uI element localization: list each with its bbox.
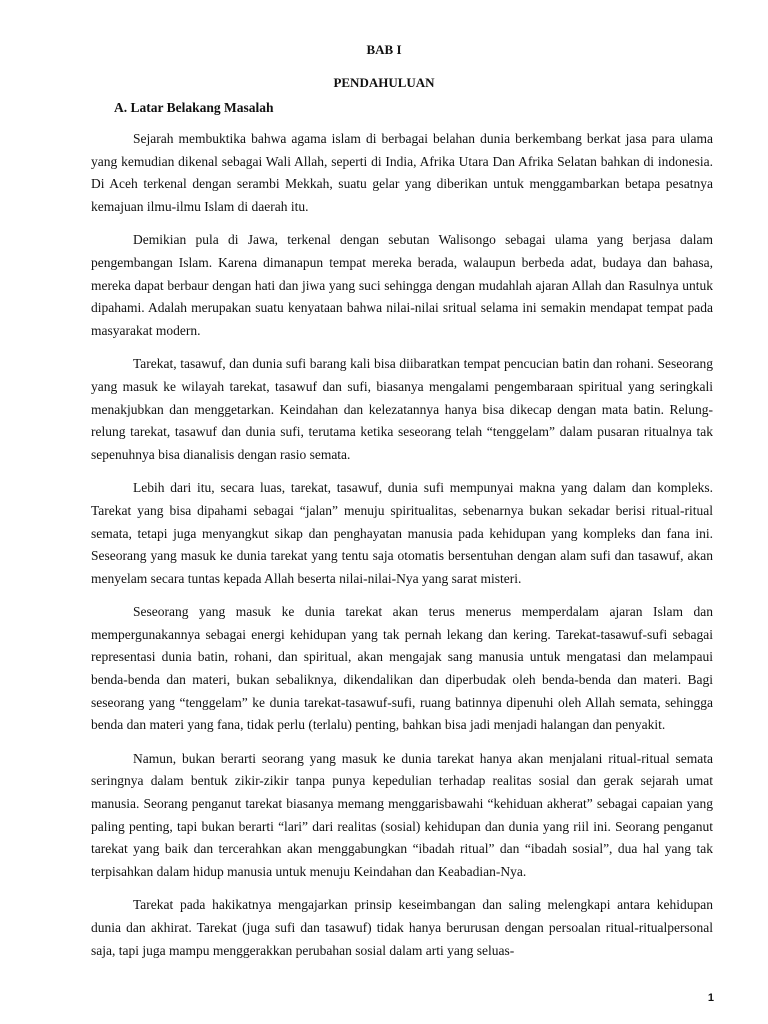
paragraph-7: Tarekat pada hakikatnya mengajarkan prinsip keseimbangan dan saling melengkapi antara kehidupan dunia dan akhirat. Tarekat (juga sufi dan tasawuf) tidak hanya berurusan dengan persoalan ritual-ritualpersonal saja, tapi juga mampu menggerakkan perubahan sosial dalam arti yang seluas- [91,897,713,958]
paragraph-1: Sejarah membuktika bahwa agama islam di berbagai belahan dunia berkembang berkat jasa para ulama yang kemudian dikenal sebagai Wali Allah, seperti di India, Afrika Utara Dan Afrika Selatan bahkan di indonesia. Di Aceh terkenal dengan serambi Mekkah, suatu gelar yang diberikan untuk menggambarkan betapa pesatnya kemajuan ilmu-ilmu Islam di daerah itu. [91,131,713,214]
body-text [91,128,713,973]
paragraph-5: Seseorang yang masuk ke dunia tarekat akan terus menerus memperdalam ajaran Islam dan mempergunakannya sebagai energi kehidupan yang tak pernah lekang dan kering. Tarekat-tasawuf-sufi sebagai representasi dunia batin, rohani, dan spiritual, akan mengajak sang manusia untuk mengatasi dan melampaui benda-benda dan materi, bukan sebaliknya, dikendalikan dan diperbudak oleh benda-benda dan materi. Bagi seseorang yang “tenggelam” ke dunia tarekat-tasawuf-sufi, ruang batinnya dipenuhi oleh Allah semata, sehingga benda dan materi yang fana, tidak perlu (terlalu) penting, bahkan bisa jadi menjadi halangan dan penyakit. [91,604,713,733]
section-title: A. Latar Belakang Masalah [114,100,274,115]
page-number: 1 [707,992,714,1004]
paragraph-6: Namun, bukan berarti seorang yang masuk ke dunia tarekat hanya akan menjalani ritual-ritual semata seringnya dalam bentuk zikir-zikir tanpa punya kepedulian terhadap realitas sosial dan gerak sejarah umat manusia. Seorang penganut tarekat biasanya memang menggarisbawahi “kehiduan akherat” sebagai capaian yang paling penting, tapi bukan berarti “lari” dari realitas (sosial) kehidupan dan dunia yang riil ini. Seorang penganut tarekat yang baik dan tercerahkan akan menggabungkan “ibadah ritual” dan “ibadah sosial”, dua hal yang tak terpisahkan dalam hidup manusia untuk menuju Keindahan dan Keabadian-Nya. [91,750,713,879]
chapter-title: PENDAHULUAN [333,75,435,90]
paragraph-3: Tarekat, tasawuf, dan dunia sufi barang kali bisa diibaratkan tempat pencucian batin dan rohani. Seseorang yang masuk ke wilayah tarekat, tasawuf dan sufi, biasanya mengalami pengembaraan spiritual yang seringkali menakjubkan dan menggetarkan. Keindahan dan kelezatannya hanya bisa dikecap dengan mata batin. Relung-relung tarekat, tasawuf dan dunia sufi, terutama ketika seseorang telah “tenggelam” dalam pusaran ritualnya tak sepenuhnya bisa dianalisis dengan rasio semata. [91,356,713,462]
paragraph-2: Demikian pula di Jawa, terkenal dengan sebutan Walisongo sebagai ulama yang berjasa dalam pengembangan Islam. Karena dimanapun tempat mereka berada, walaupun berbeda adat, budaya dan bahasa, mereka dapat berbaur dengan hati dan jiwa yang suci sehingga dengan mudahlah ajaran Allah dan Rasulnya untuk dipahami. Adalah merupakan suatu kenyataan bahwa nilai-nilai sritual selama ini semakin mendapat tempat pada masyarakat modern. [91,232,713,338]
chapter-heading: BAB I [366,42,402,57]
paragraph-4: Lebih dari itu, secara luas, tarekat, tasawuf, dunia sufi mempunyai makna yang dalam dan kompleks. Tarekat yang bisa dipahami sebagai “jalan” menuju spiritualitas, sebenarnya bukan sekadar berisi ritual-ritual semata, tetapi juga menyangkut sikap dan penghayatan manusia pada kehidupan yang kompleks dan fana ini. Seseorang yang masuk ke dunia tarekat yang tentu saja otomatis bersentuhan dengan alam sufi dan tasawuf, akan menyelam secara tuntas kepada Allah beserta nilai-nilai-Nya yang sarat misteri. [91,480,713,586]
